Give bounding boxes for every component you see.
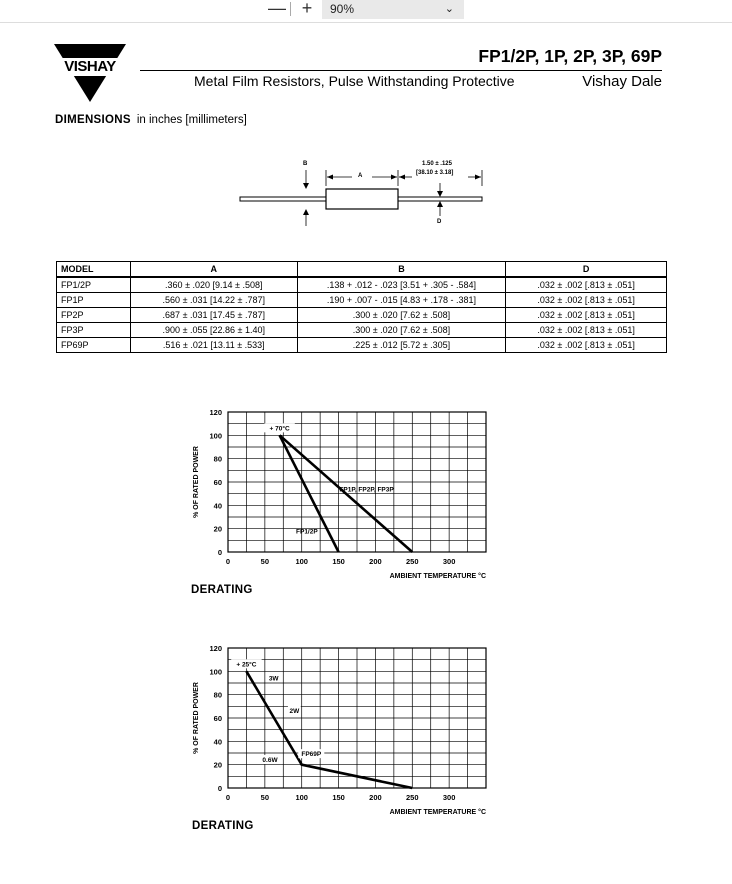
dimension-b-label: B — [303, 161, 308, 167]
x-tick-label: 150 — [332, 557, 345, 566]
table-row — [57, 323, 667, 338]
table-row — [57, 293, 667, 308]
resistor-dimension-drawing — [0, 0, 732, 250]
table-cell: .360 ± .020 [9.14 ± .508] — [130, 277, 297, 293]
table-cell: .300 ± .020 [7.62 ± .508] — [297, 308, 506, 323]
lead-length-mm-label: [38.10 ± 3.18] — [416, 170, 454, 176]
y-tick-label: 80 — [213, 690, 222, 700]
y-tick-label: 20 — [213, 760, 222, 770]
x-tick-label: 50 — [260, 557, 270, 566]
table-cell: FP3P — [57, 323, 131, 338]
dimension-d-label: D — [437, 219, 442, 225]
table-header-row — [57, 262, 667, 278]
y-tick-label: 120 — [209, 408, 222, 417]
series-label: FP1P, FP2P, FP3P — [339, 486, 394, 494]
chevron-down-icon: ⌄ — [444, 3, 454, 15]
y-tick-label: 120 — [209, 644, 222, 653]
table-cell: .560 ± .031 [14.22 ± .787] — [130, 293, 297, 308]
x-tick-label: 0 — [225, 793, 231, 802]
y-tick-label: 40 — [213, 501, 222, 511]
table-cell: .900 ± .055 [22.86 ± 1.40] — [130, 323, 297, 338]
table-cell: FP1/2P — [57, 277, 131, 293]
dimensions-unit-note: in inches [millimeters] — [136, 114, 247, 126]
y-tick-label: 60 — [213, 714, 222, 723]
table-cell: .687 ± .031 [17.45 ± .787] — [130, 308, 297, 323]
annotation-label: 2W — [289, 708, 300, 715]
table-cell: FP69P — [57, 338, 131, 353]
x-axis-label: AMBIENT TEMPERATURE °C — [389, 809, 486, 816]
table-row — [57, 338, 667, 353]
zoom-in-button[interactable]: + — [301, 0, 313, 18]
table-cell: FP2P — [57, 308, 131, 323]
zoom-out-button[interactable]: — — [268, 0, 286, 18]
x-tick-label: 250 — [406, 557, 419, 566]
x-tick-label: 300 — [442, 557, 456, 566]
y-tick-label: 40 — [213, 737, 222, 747]
x-tick-label: 250 — [406, 793, 419, 802]
x-tick-label: 200 — [369, 557, 382, 566]
derating-title-1: DERATING — [191, 584, 253, 596]
y-tick-label: 60 — [213, 478, 222, 487]
table-cell: .032 ± .002 [.813 ± .051] — [506, 338, 667, 353]
table-cell: .032 ± .002 [.813 ± .051] — [506, 293, 667, 308]
y-axis-label: % OF RATED POWER — [193, 682, 200, 754]
column-header: D — [506, 262, 667, 278]
table-cell: .138 + .012 - .023 [3.51 + .305 - .584] — [297, 277, 506, 293]
lead-length-label: 1.50 ± .125 — [422, 161, 452, 167]
table-cell: FP1P — [57, 293, 131, 308]
zoom-value: 90% — [330, 2, 355, 16]
table-cell: .032 ± .002 [.813 ± .051] — [506, 323, 667, 338]
x-tick-label: 100 — [295, 557, 308, 566]
x-tick-label: 50 — [260, 793, 270, 802]
annotation-label: + 70°C — [269, 425, 290, 433]
annotation-label: FP69P — [301, 751, 322, 759]
y-tick-label: 100 — [209, 431, 222, 441]
table-cell: .300 ± .020 [7.62 ± .508] — [297, 323, 506, 338]
table-cell: .516 ± .021 [13.11 ± .533] — [130, 338, 297, 353]
manufacturer-name: Vishay Dale — [582, 73, 662, 90]
dimensions-table — [56, 261, 667, 353]
series-label: FP1/2P — [296, 528, 318, 536]
y-tick-label: 100 — [209, 667, 222, 677]
table-row — [57, 308, 667, 323]
product-title: FP1/2P, 1P, 2P, 3P, 69P — [478, 46, 662, 66]
x-tick-label: 300 — [442, 793, 456, 802]
table-cell: .032 ± .002 [.813 ± .051] — [506, 308, 667, 323]
table-cell: .190 + .007 - .015 [4.83 + .178 - .381] — [297, 293, 506, 308]
column-header: MODEL — [57, 262, 131, 278]
column-header: B — [297, 262, 506, 278]
y-tick-label: 20 — [213, 524, 222, 534]
y-tick-label: 0 — [217, 784, 222, 793]
x-tick-label: 100 — [295, 793, 308, 802]
x-axis-label: AMBIENT TEMPERATURE °C — [389, 573, 486, 580]
derating-title-2: DERATING — [192, 820, 254, 832]
y-tick-label: 80 — [213, 454, 222, 464]
annotation-label: 0.6W — [262, 757, 278, 764]
x-tick-label: 0 — [225, 557, 231, 566]
y-axis-label: % OF RATED POWER — [193, 446, 200, 518]
dimension-a-label: A — [358, 173, 363, 179]
derating-chart-1 — [180, 400, 510, 590]
table-cell: .032 ± .002 [.813 ± .051] — [506, 277, 667, 293]
document-subtitle: Metal Film Resistors, Pulse Withstanding Protective — [194, 73, 515, 89]
column-header: A — [130, 262, 297, 278]
table-row — [57, 277, 667, 293]
y-tick-label: 0 — [217, 548, 222, 557]
x-tick-label: 200 — [369, 793, 382, 802]
dimensions-title: DIMENSIONS — [55, 114, 131, 126]
table-cell: .225 ± .012 [5.72 ± .305] — [297, 338, 506, 353]
derating-chart-2 — [180, 636, 510, 826]
x-tick-label: 150 — [332, 793, 345, 802]
annotation-label: 3W — [268, 675, 279, 683]
annotation-label: + 25°C — [236, 661, 257, 669]
logo-brand-text: VISHAY — [64, 58, 116, 75]
